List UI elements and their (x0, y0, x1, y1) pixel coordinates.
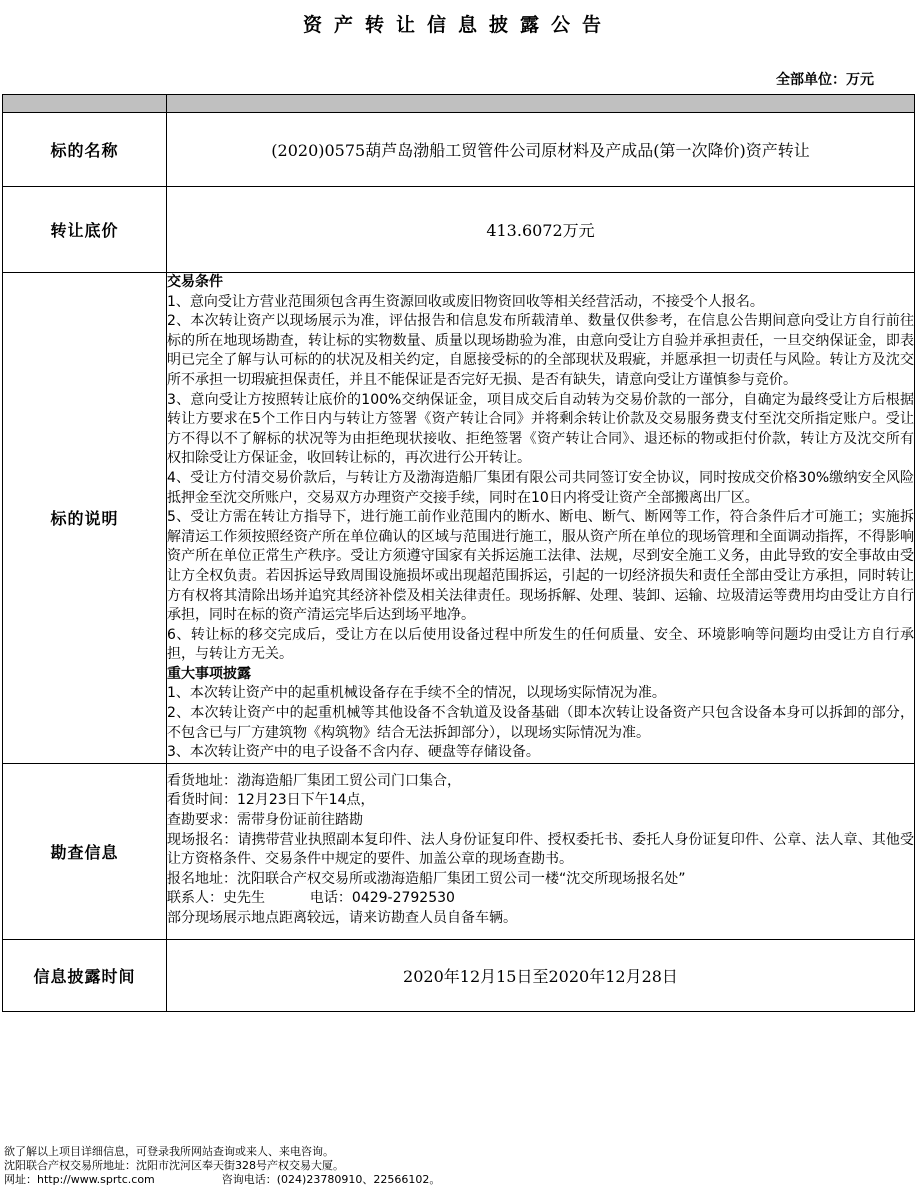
survey-contact-line (167, 889, 914, 909)
row-period (3, 939, 915, 1011)
header-bar-left (3, 95, 167, 113)
label-price: 转让底价 (3, 187, 167, 273)
desc-item: 4、受让方付清交易价款后，与转让方及渤海造船厂集团有限公司共同签订安全协议，同时按成交价格30%缴纳安全风险抵押金至沈交所账户，交易双方办理资产交接手续，同时在10日内将受让资产全部搬离出厂区。 (167, 469, 914, 506)
value-survey (167, 763, 915, 939)
desc-item: 5、受让方需在转让方指导下，进行施工前作业范围内的断水、断电、断气、断网等工作，符合条件后才可施工；实施拆解清运工作须按照经资产所在单位确认的区域与范围进行施工，服从资产所在单位的现场管理和全面调动指挥，不得影响资产所在单位正常生产秩序。受让方须遵守国家有关拆运施工法律、法规，尽到安全施工义务，由此导致的安全事故由受让方全权负责。若因拆运导致周围设施损坏或出现超范围拆运，引起的一切经济损失和责任全部由受让方承担，同时转让方有权将其清除出场并追究其经济补偿及相关法律责任。现场拆解、处理、装卸、运输、垃圾清运等费用均由受让方自行承担，同时在标的资产清运完毕后达到场平地净。 (167, 509, 914, 624)
header-bar-right (167, 95, 915, 113)
row-name (3, 113, 915, 187)
header-bar (3, 95, 915, 113)
label-period: 信息披露时间 (3, 939, 167, 1011)
desc-item: 1、意向受让方营业范围须包含再生资源回收或废旧物资回收等相关经营活动，不接受个人报名。 (167, 293, 764, 310)
desc-heading-major: 重大事项披露 (167, 665, 251, 682)
value-desc (167, 273, 915, 764)
value-price: 413.6072万元 (167, 187, 915, 273)
value-name: (2020)0575葫芦岛渤船工贸管件公司原材料及产成品(第一次降价)资产转让 (167, 113, 915, 187)
row-survey (3, 763, 915, 939)
desc-item: 6、转让标的移交完成后，受让方在以后使用设备过程中所发生的任何质量、安全、环境影响等问题均由受让方自行承担，与转让方无关。 (167, 626, 914, 663)
row-price (3, 187, 915, 273)
footer-website: 网址：http://www.sprtc.com (4, 1173, 155, 1186)
row-desc (3, 273, 915, 764)
survey-phone: 电话：0429-2792530 (309, 890, 455, 907)
footer-line: 沈阳联合产权交易所地址：沈阳市沈河区奉天街328号产权交易大厦。 (4, 1159, 344, 1172)
footer-contact (4, 1173, 440, 1187)
page-title: 资产转让信息披露公告 (302, 14, 613, 36)
survey-line: 看货时间：12月23日下午14点， (167, 792, 375, 809)
survey-line: 报名地址：沈阳联合产权交易所或渤海造船厂集团工贸公司一楼“沈交所现场报名处” (167, 870, 686, 887)
survey-line: 部分现场展示地点距离较远，请来访勘查人员自备车辆。 (167, 910, 517, 926)
desc-item: 3、意向受让方按照转让底价的100%交纳保证金，项目成交后自动转为交易价款的一部分，自确定为最终受让方后根据转让方要求在5个工作日内与转让方签署《资产转让合同》并将剩余转让价款及交易服务费支付至沈交所指定账户。受让方不得以不了解标的状况等为由拒绝现状接收、拒绝签署《资产转让合同》、退还标的物或拒付价款，转让方及沈交所有权扣除受让方保证金，收回转让标的，再次进行公开转让。 (167, 391, 914, 467)
desc-major-item: 1、本次转让资产中的起重机械设备存在手续不全的情况，以现场实际情况为准。 (167, 685, 666, 702)
desc-heading-trade: 交易条件 (167, 274, 223, 290)
survey-contact: 联系人：史先生 (167, 890, 265, 907)
label-name: 标的名称 (3, 113, 167, 187)
survey-line: 看货地址：渤海造船厂集团工贸公司门口集合， (167, 772, 461, 789)
value-period: 2020年12月15日至2020年12月28日 (167, 939, 915, 1011)
label-survey: 勘查信息 (3, 763, 167, 939)
desc-item: 2、本次转让资产以现场展示为准，评估报告和信息发布所载清单、数量仅供参考，在信息公告期间意向受让方自行前往标的所在地现场勘查，转让标的实物数量、质量以现场勘验为准，由意向受让方自验并承担责任，一旦交纳保证金，即表明已完全了解与认可标的的状况及相关约定，自愿接受标的的全部现状及瑕疵，并愿承担一切责任与风险。转让方及沈交所不承担一切瑕疵担保责任，并且不能保证是否完好无损、是否有缺失，请意向受让方谨慎参与竞价。 (167, 313, 914, 388)
desc-major-item: 3、本次转让资产中的电子设备不含内存、硬盘等存储设备。 (167, 744, 540, 761)
footer-phone: 咨询电话：(024)23780910、22566102。 (221, 1173, 441, 1186)
label-desc: 标的说明 (3, 273, 167, 764)
footer-line: 欲了解以上项目详细信息，可登录我所网站查询或来人、来电咨询。 (4, 1145, 334, 1158)
footer (4, 1145, 440, 1187)
survey-line: 现场报名：请携带营业执照副本复印件、法人身份证复印件、授权委托书、委托人身份证复印件、公章、法人章、其他受让方资格条件、交易条件中规定的要件、加盖公章的现场查勘书。 (167, 831, 914, 868)
info-table (2, 94, 915, 1012)
survey-line: 查勘要求：需带身份证前往踏勘 (167, 812, 363, 829)
unit-note: 全部单位：万元 (776, 72, 874, 88)
desc-major-item: 2、本次转让资产中的起重机械等其他设备不含轨道及设备基础（即本次转让设备资产只包含设备本身可以拆卸的部分，不包含已与厂方建筑物《构筑物》结合无法拆卸部分），以现场实际情况为准。 (167, 705, 914, 741)
